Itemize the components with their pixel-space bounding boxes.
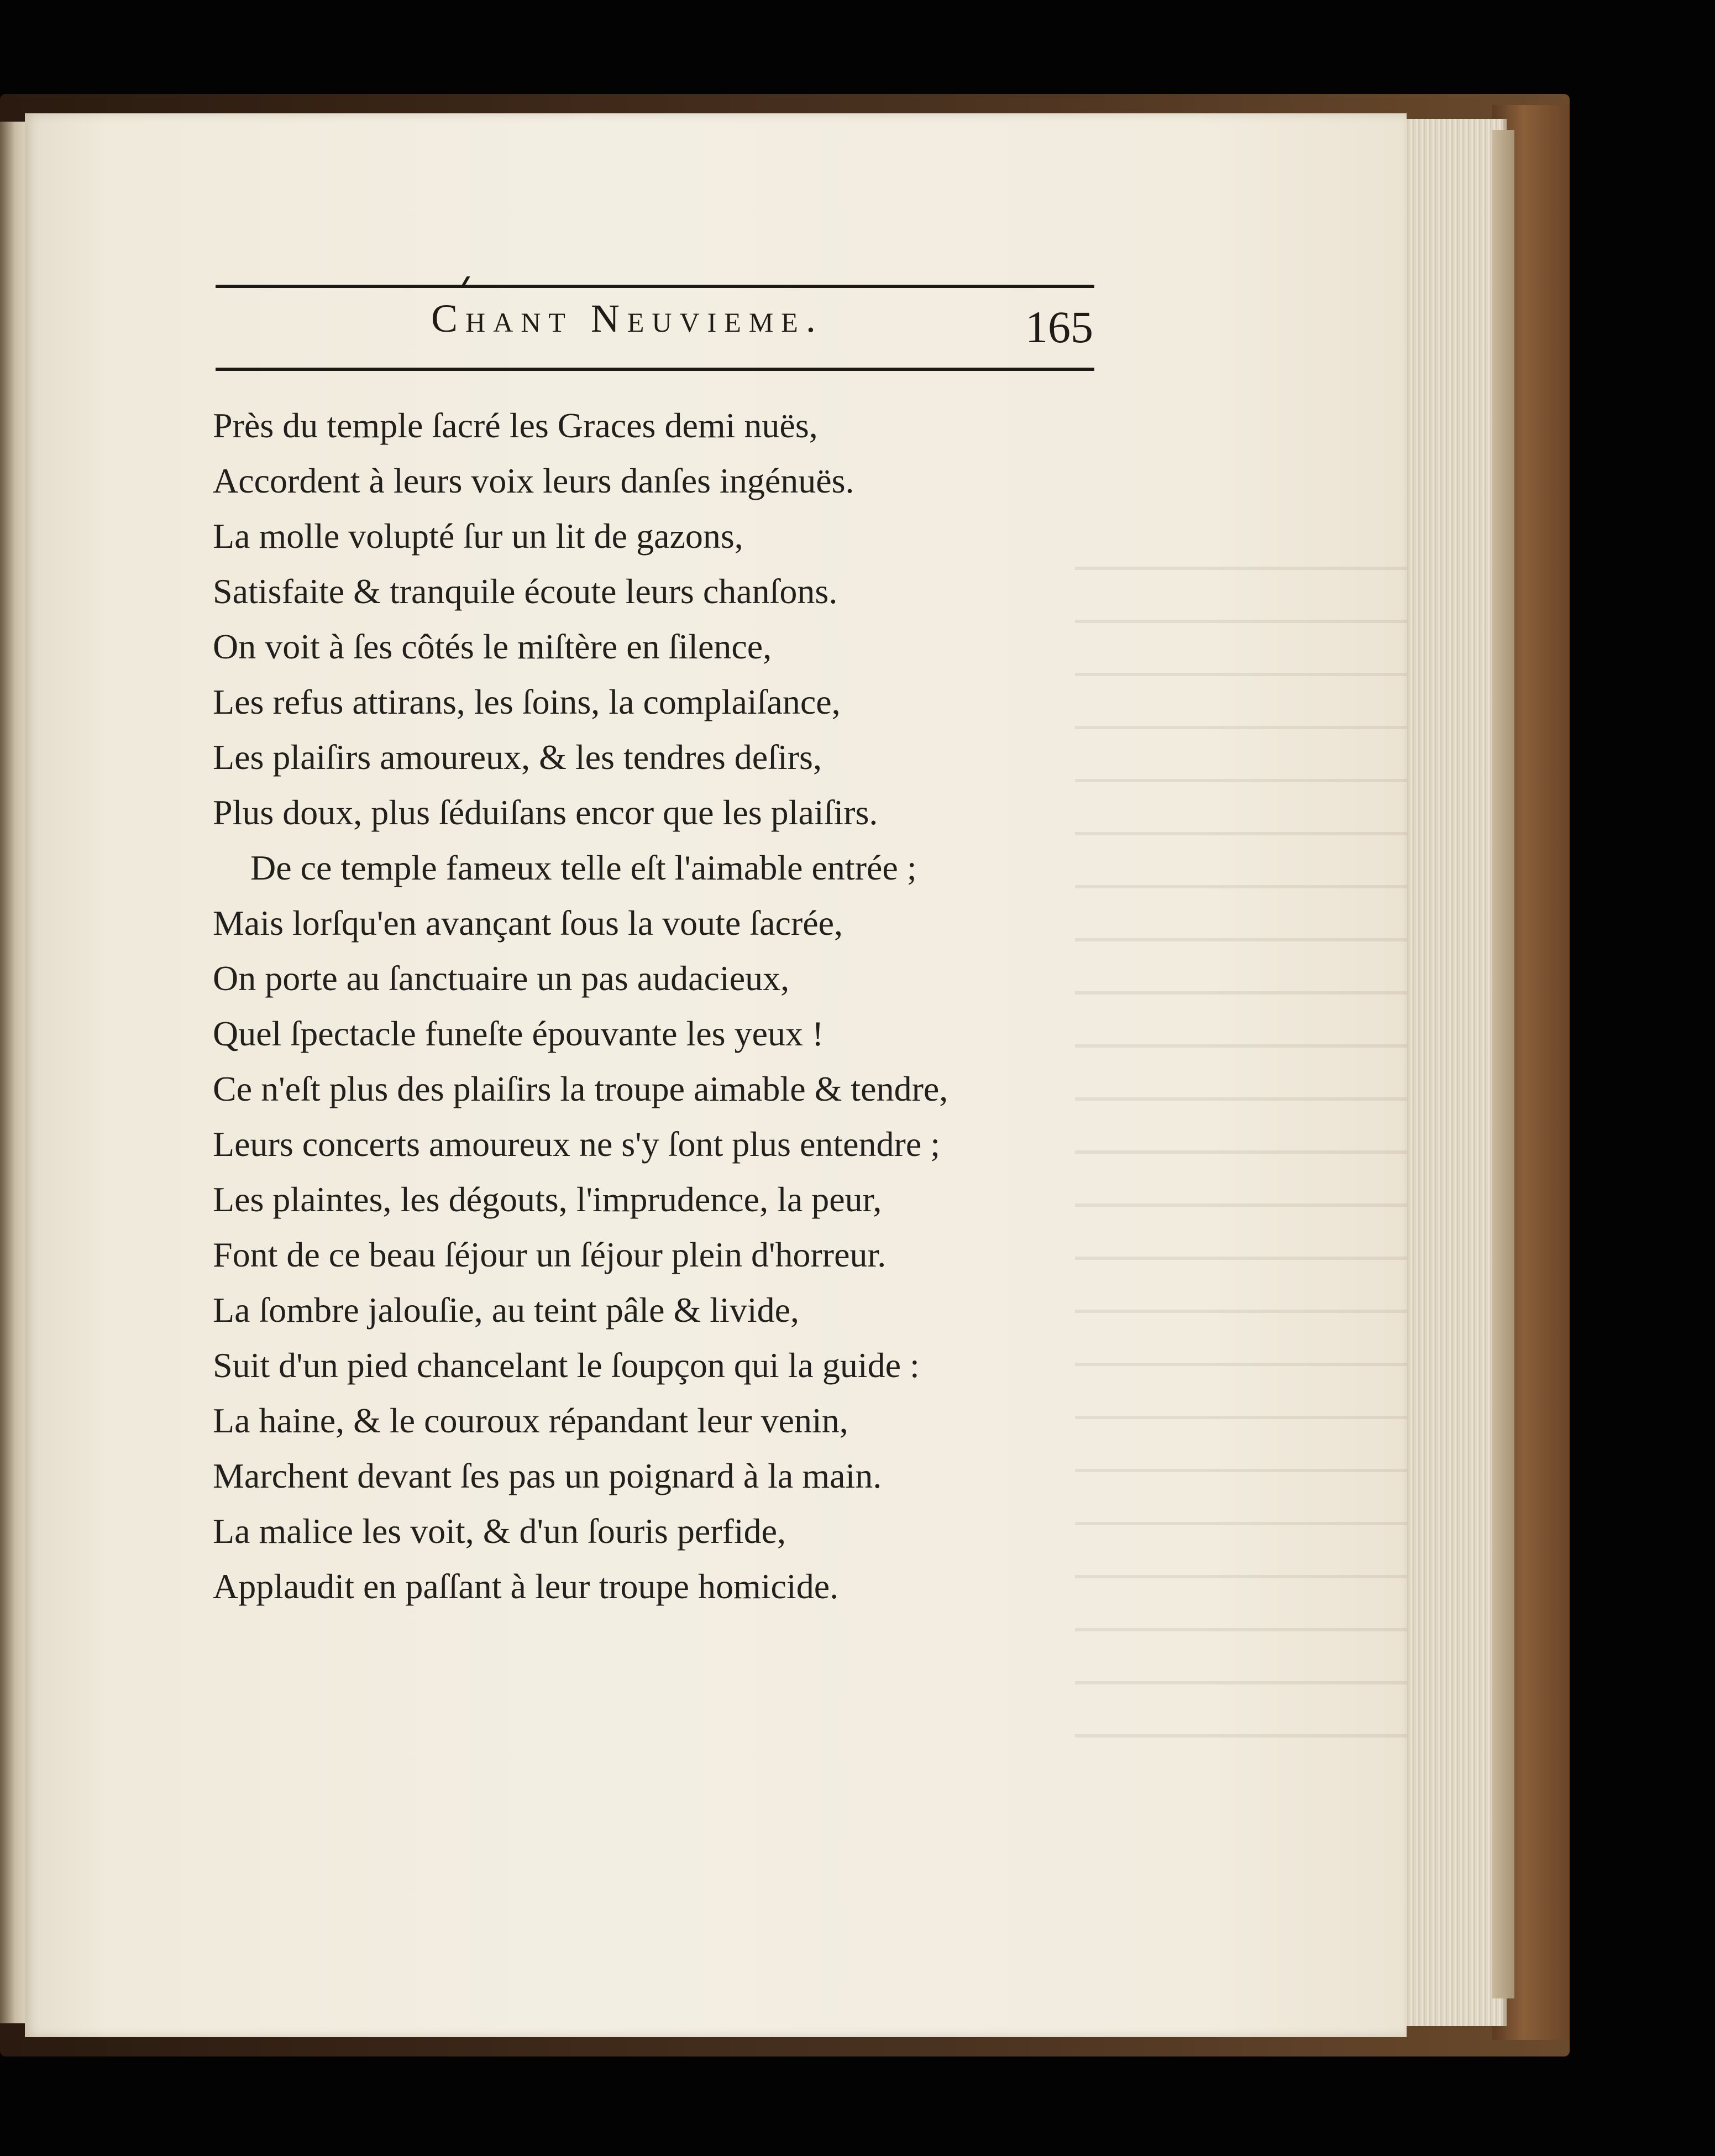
verse-block bbox=[213, 398, 1152, 1614]
running-title: Chant Neuvieme. bbox=[431, 296, 824, 341]
verse-line: Satisfaite & tranquile écoute leurs chanſons. bbox=[213, 572, 838, 611]
verse-line: Les plaiſirs amoureux, & les tendres deſirs, bbox=[213, 737, 822, 777]
verse-line: La malice les voit, & d'un ſouris perfide, bbox=[213, 1511, 786, 1551]
header-rule-bottom bbox=[216, 368, 1094, 371]
page-edges bbox=[1393, 119, 1507, 2026]
verse-line: Font de ce beau ſéjour un ſéjour plein d'horreur. bbox=[213, 1235, 887, 1274]
verse-line: De ce temple fameux telle eſt l'aimable entrée ; bbox=[250, 848, 917, 887]
verse-line: On voit à ſes côtés le miſtère en ſilence, bbox=[213, 627, 772, 666]
verse-line: Accordent à leurs voix leurs danſes ingénuës. bbox=[213, 461, 854, 500]
verse-line: Ce n'eſt plus des plaiſirs la troupe aimable & tendre, bbox=[213, 1069, 948, 1108]
verse-line: Suit d'un pied chancelant le ſoupçon qui la guide : bbox=[213, 1346, 920, 1385]
verse-line: Près du temple ſacré les Graces demi nuës, bbox=[213, 406, 818, 445]
verse-line: Les plaintes, les dégouts, l'imprudence, la peur, bbox=[213, 1180, 882, 1219]
verse-line: Applaudit en paſſant à leur troupe homicide. bbox=[213, 1567, 839, 1606]
verse-line: Marchent devant ſes pas un poignard à la main. bbox=[213, 1456, 882, 1495]
page-number: 165 bbox=[1025, 302, 1093, 352]
verse-line: Quel ſpectacle funeſte épouvante les yeux ! bbox=[213, 1014, 824, 1053]
verse-line: Plus doux, plus ſéduiſans encor que les plaiſirs. bbox=[213, 793, 878, 832]
verse-line: Leurs concerts amoureux ne s'y ſont plus entendre ; bbox=[213, 1124, 941, 1164]
header-rule-top bbox=[216, 285, 1094, 288]
verse-line: La ſombre jalouſie, au teint pâle & livide, bbox=[213, 1290, 799, 1330]
verse-line: La haine, & le couroux répandant leur venin, bbox=[213, 1401, 848, 1440]
verse-line: La molle volupté ſur un lit de gazons, bbox=[213, 516, 743, 556]
verse-line: On porte au ſanctuaire un pas audacieux, bbox=[213, 959, 790, 998]
verse-line: Mais lorſqu'en avançant ſous la voute ſacrée, bbox=[213, 903, 843, 943]
verse-line: Les refus attirans, les ſoins, la complaiſance, bbox=[213, 682, 841, 721]
